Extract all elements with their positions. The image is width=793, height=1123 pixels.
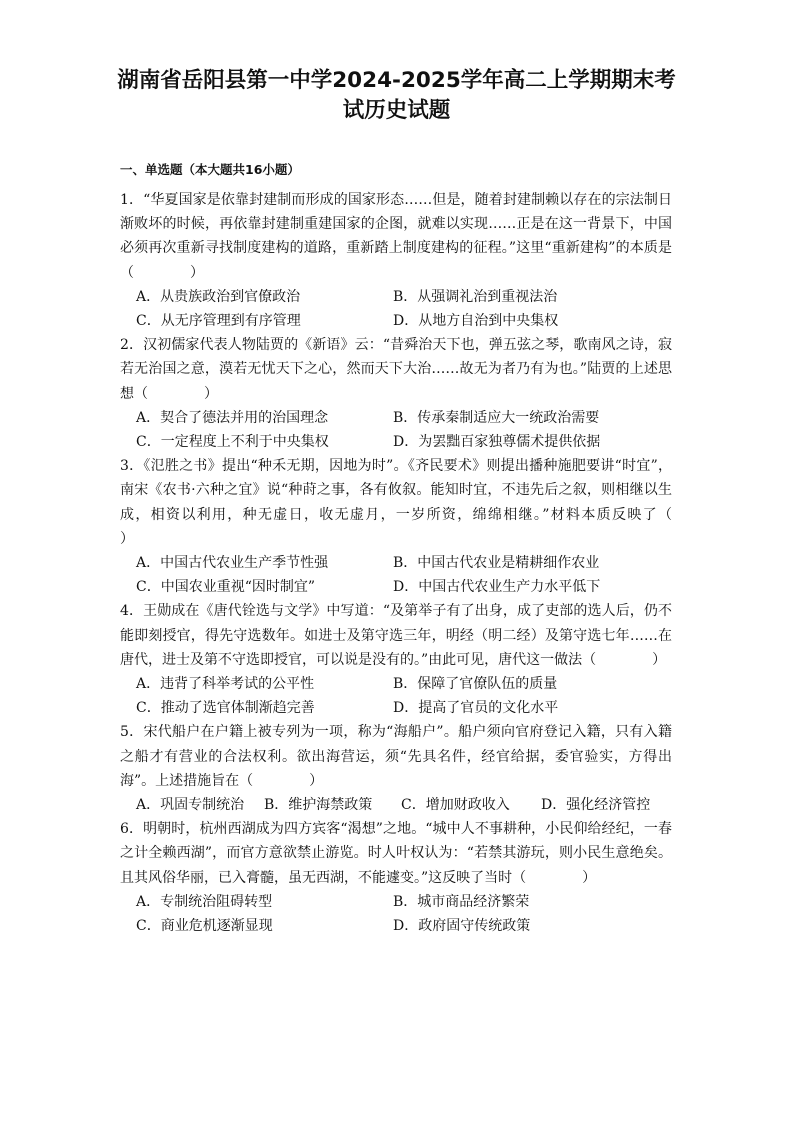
option-c: C．一定程度上不利于中央集权: [136, 434, 329, 451]
question-4: [120, 599, 672, 720]
option-c: C．中国农业重视“因时制宜”: [136, 579, 316, 596]
option-a: A．从贵族政治到官僚政治: [136, 288, 301, 305]
option-d: D．政府固守传统政策: [393, 918, 531, 935]
question-stem: 2．汉初儒家代表人物陆贾的《新语》云：“昔舜治天下也，弹五弦之琴，歌南风之诗，寂若无治国之意，漠若无忧天下之心，然而天下大治……故无为者乃有为也。”陆贾的上述思想（ ）: [120, 337, 672, 402]
title-line-2: 试历史试题: [342, 98, 451, 123]
question-list: [120, 188, 728, 938]
question-stem: 5．宋代船户在户籍上被专列为一项，称为“海船户”。船户须向官府登记入籍，只有入籍之船才有营业的合法权利。欲出海营运，须“先具名件，经官给据，委官验实，方得出海”。上述措施旨在（ ）: [120, 724, 672, 789]
option-b: B．城市商品经济繁荣: [393, 893, 530, 910]
option-a: A．违背了科举考试的公平性: [136, 676, 315, 693]
option-a: A．契合了德法并用的治国理念: [136, 409, 329, 426]
question-stem: 6．明朝时，杭州西湖成为四方宾客“渴想”之地。“城中人不事耕种，小民仰给经纪，一春之计全赖西湖”，而官方意欲禁止游览。时人叶权认为：“若禁其游玩，则小民生意绝矣。且其风俗华丽，已入膏髓，虽无西湖，不能遽变。”这反映了当时（ ）: [120, 821, 672, 886]
option-d: D．强化经济管控: [541, 797, 651, 814]
question-5: [120, 720, 672, 817]
option-c: C．增加财政收入: [401, 797, 510, 814]
option-a: A．专制统治阻碍转型: [136, 893, 273, 910]
question-2: [120, 333, 672, 454]
option-b: B．从强调礼治到重视法治: [393, 288, 558, 305]
option-list: [120, 890, 672, 938]
option-list: [120, 551, 672, 599]
question-3: [120, 454, 728, 599]
option-d: D．为罢黜百家独尊儒术提供依据: [393, 434, 601, 451]
question-1: [120, 188, 672, 333]
option-d: D．提高了官员的文化水平: [393, 700, 559, 717]
option-b: B．保障了官僚队伍的质量: [393, 676, 558, 693]
option-d: D．中国古代农业生产力水平低下: [393, 579, 601, 596]
option-b: B．中国古代农业是精耕细作农业: [393, 555, 600, 572]
question-6: [120, 817, 672, 938]
option-b: B．传承秦制适应大一统政治需要: [393, 409, 600, 426]
section-heading: 一、单选题（本大题共16小题）: [120, 162, 300, 177]
document-title: [60, 66, 733, 126]
option-list: [120, 406, 672, 454]
option-list: [120, 793, 672, 817]
option-c: C．推动了选官体制渐趋完善: [136, 700, 315, 717]
option-a: A．中国古代农业生产季节性强: [136, 555, 329, 572]
question-stem: 4．王勋成在《唐代铨选与文学》中写道：“及第举子有了出身，成了吏部的选人后，仍不能即刻授官，得先守选数年。如进士及第守选三年，明经（明二经）及第守选七年……在唐代，进士及第不守选即授官，可以说是没有的。”由此可见，唐代这一做法（ ）: [120, 603, 672, 668]
option-c: C．从无序管理到有序管理: [136, 313, 301, 330]
option-c: C．商业危机逐渐显现: [136, 918, 273, 935]
option-list: [120, 672, 672, 720]
option-d: D．从地方自治到中央集权: [393, 313, 559, 330]
question-stem: 3．《氾胜之书》提出“种禾无期，因地为时”。《齐民要术》则提出播种施肥要讲“时宜”，南宋《农书·六种之宜》说“种莳之事，各有攸叙。能知时宜，不违先后之叙，则相继以生成，相资以利用，种无虚日，收无虚月，一岁所资，绵绵相继。”材料本质反映了（ ）: [120, 458, 728, 547]
title-line-1: 湖南省岳阳县第一中学2024-2025学年高二上学期期末考: [117, 68, 676, 93]
question-stem: 1．“华夏国家是依靠封建制而形成的国家形态……但是，随着封建制赖以存在的宗法制日渐败坏的时候，再依靠封建制重建国家的企图，就难以实现……正是在这一背景下，中国必须再次重新寻找制度建构的道路，重新踏上制度建构的征程。”这里“重新建构”的本质是（ ）: [120, 192, 672, 281]
option-a: A．巩固专制统治: [136, 797, 245, 814]
option-list: [120, 285, 672, 333]
option-b: B．维护海禁政策: [264, 797, 373, 814]
